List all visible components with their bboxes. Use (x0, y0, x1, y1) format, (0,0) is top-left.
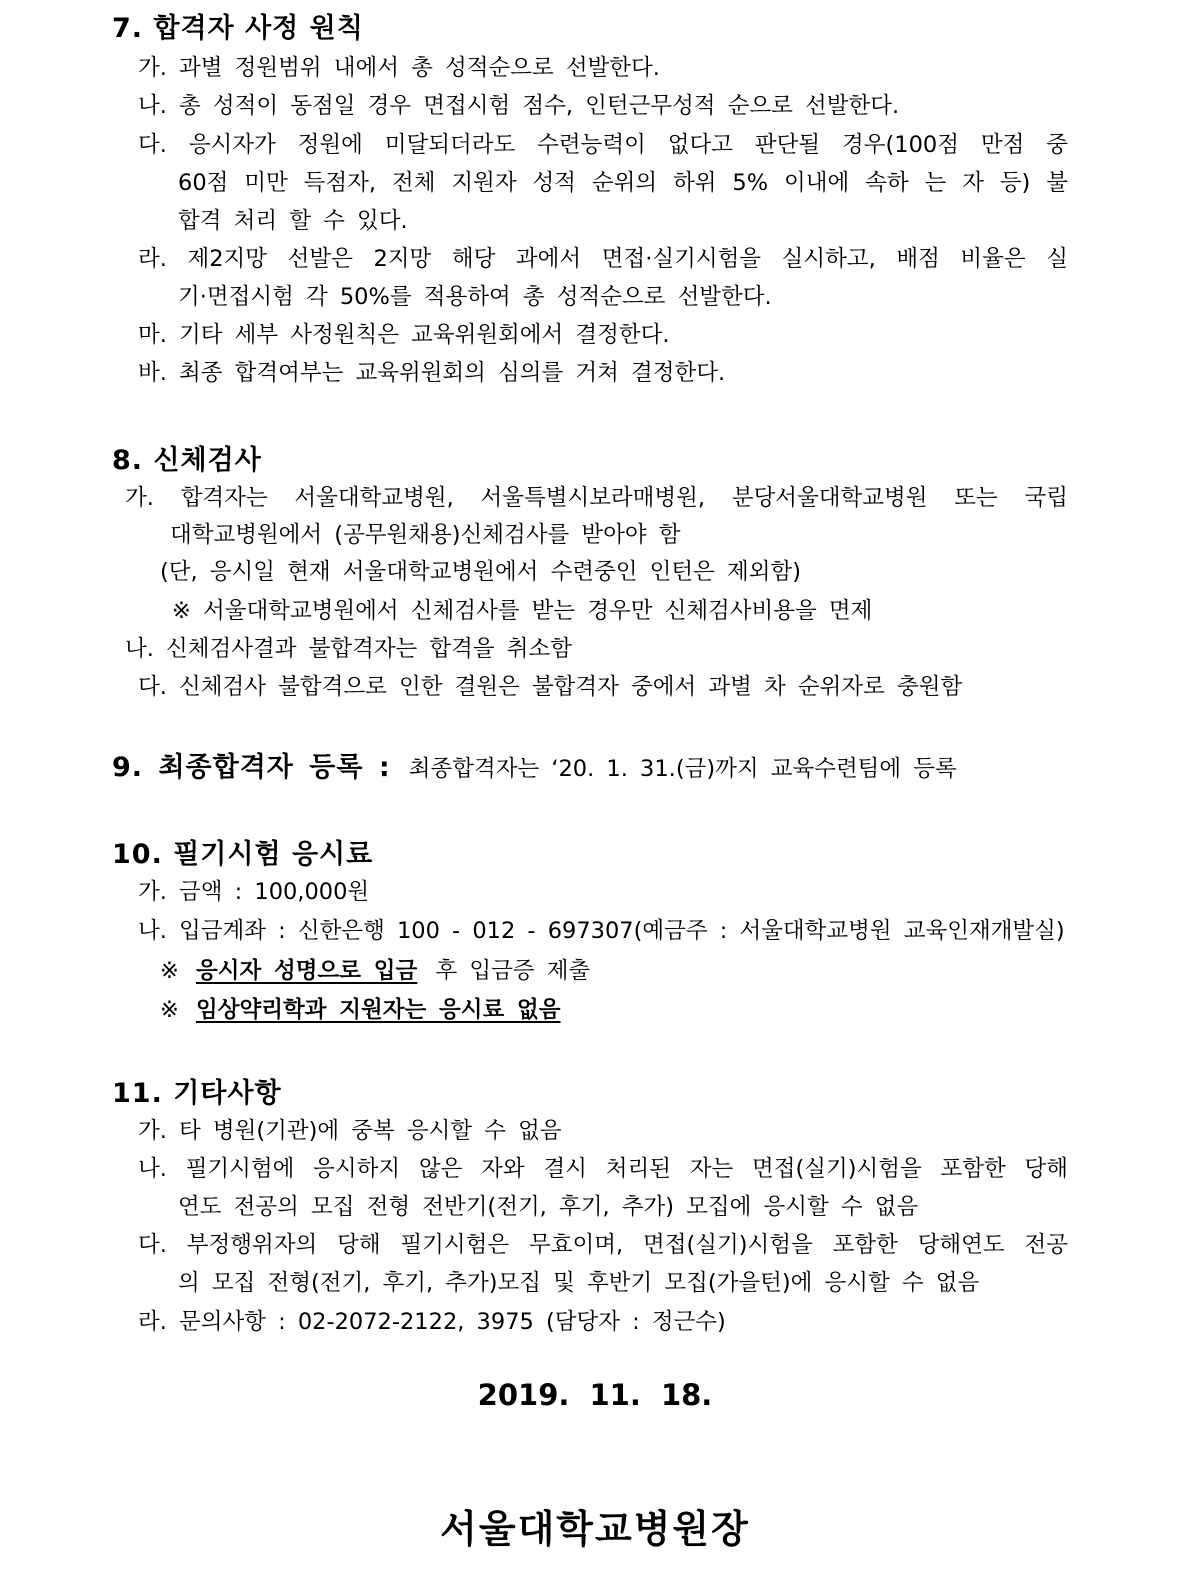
section-7-title: 7. 합격자 사정 원칙 (112, 13, 364, 44)
s8-item-ga-line1: 가. 합격자는 서울대학교병원, 서울특별시보라매병원, 분당서울대학교병원 또는 국립 (125, 485, 1068, 511)
s7-item-ga: 가. 과별 정원범위 내에서 총 성적순으로 선발한다. (138, 55, 660, 81)
reference-mark: ※ (160, 958, 179, 984)
s10-note-1-rest: 후 입금증 제출 (435, 958, 591, 984)
s7-item-ra-line1: 라. 제2지망 선발은 2지망 해당 과에서 면접·실기시험을 실시하고, 배점 비율은 실 (138, 246, 1068, 272)
s11-item-ra: 라. 문의사항 : 02-2072-2122, 3975 (담당자 : 정근수) (138, 1309, 726, 1335)
s7-item-ra-line2: 기·면접시험 각 50%를 적용하여 총 성적순으로 선발한다. (178, 284, 772, 310)
section-9-title: 9. 최종합격자 등록 : (112, 752, 391, 783)
section-8-title: 8. 신체검사 (112, 445, 262, 476)
s8-item-ga-line3: (단, 응시일 현재 서울대학교병원에서 수련중인 인턴은 제외함) (160, 559, 801, 585)
s7-item-da-line3: 합격 처리 할 수 있다. (178, 208, 408, 234)
s10-item-ga: 가. 금액 : 100,000원 (138, 879, 370, 905)
s7-item-da-line2: 60점 미만 득점자, 전체 지원자 성적 순위의 하위 5% 이내에 속하 는 자 등) 불 (178, 170, 1068, 196)
s7-item-na: 나. 총 성적이 동점일 경우 면접시험 점수, 인턴근무성적 순으로 선발한다. (138, 93, 900, 119)
section-9 (112, 749, 957, 788)
document-date: 2019. 11. 18. (477, 1378, 713, 1412)
s11-item-ga: 가. 타 병원(기관)에 중복 응시할 수 없음 (138, 1118, 562, 1144)
s8-item-ga-note: ※ 서울대학교병원에서 신체검사를 받는 경우만 신체검사비용을 면제 (172, 598, 873, 624)
s10-note-1-bold: 응시자 성명으로 입금 (196, 958, 418, 984)
s7-item-da-line1: 다. 응시자가 정원에 미달되더라도 수련능력이 없다고 판단될 경우(100점 만점 중 (138, 132, 1068, 158)
section-10-title: 10. 필기시험 응시료 (112, 839, 374, 870)
s10-note-1 (160, 952, 590, 990)
signature-title: 서울대학교병원장 (440, 1507, 750, 1551)
s7-item-ba: 바. 최종 합격여부는 교육위원회의 심의를 거쳐 결정한다. (138, 360, 726, 386)
s10-note-2-bold: 임상약리학과 지원자는 응시료 없음 (196, 997, 561, 1023)
s8-item-da: 다. 신체검사 불합격으로 인한 결원은 불합격자 중에서 과별 차 순위자로 충원함 (138, 674, 963, 700)
s7-item-ma: 마. 기타 세부 사정원칙은 교육위원회에서 결정한다. (138, 322, 670, 348)
reference-mark: ※ (160, 997, 179, 1023)
s11-item-da-line1: 다. 부정행위자의 당해 필기시험은 무효이며, 면접(실기)시험을 포함한 당해연도 전공 (138, 1232, 1068, 1258)
s8-item-ga-line2: 대학교병원에서 (공무원채용)신체검사를 받아야 함 (170, 522, 681, 548)
s10-item-na: 나. 입금계좌 : 신한은행 100 - 012 - 697307(예금주 : 서울대학교병원 교육인재개발실) (138, 918, 1065, 944)
section-9-text: 최종합격자는 ‘20. 1. 31.(금)까지 교육수련팀에 등록 (408, 756, 957, 782)
s11-item-da-line2: 의 모집 전형(전기, 후기, 추가)모집 및 후반기 모집(가을턴)에 응시할 수 없음 (178, 1270, 980, 1296)
s10-note-2 (160, 991, 561, 1029)
s8-item-na: 나. 신체검사결과 불합격자는 합격을 취소함 (125, 636, 572, 662)
section-11-title: 11. 기타사항 (112, 1078, 282, 1109)
s11-item-na-line2: 연도 전공의 모집 전형 전반기(전기, 후기, 추가) 모집에 응시할 수 없음 (178, 1194, 919, 1220)
s11-item-na-line1: 나. 필기시험에 응시하지 않은 자와 결시 처리된 자는 면접(실기)시험을 포함한 당해 (138, 1156, 1068, 1182)
